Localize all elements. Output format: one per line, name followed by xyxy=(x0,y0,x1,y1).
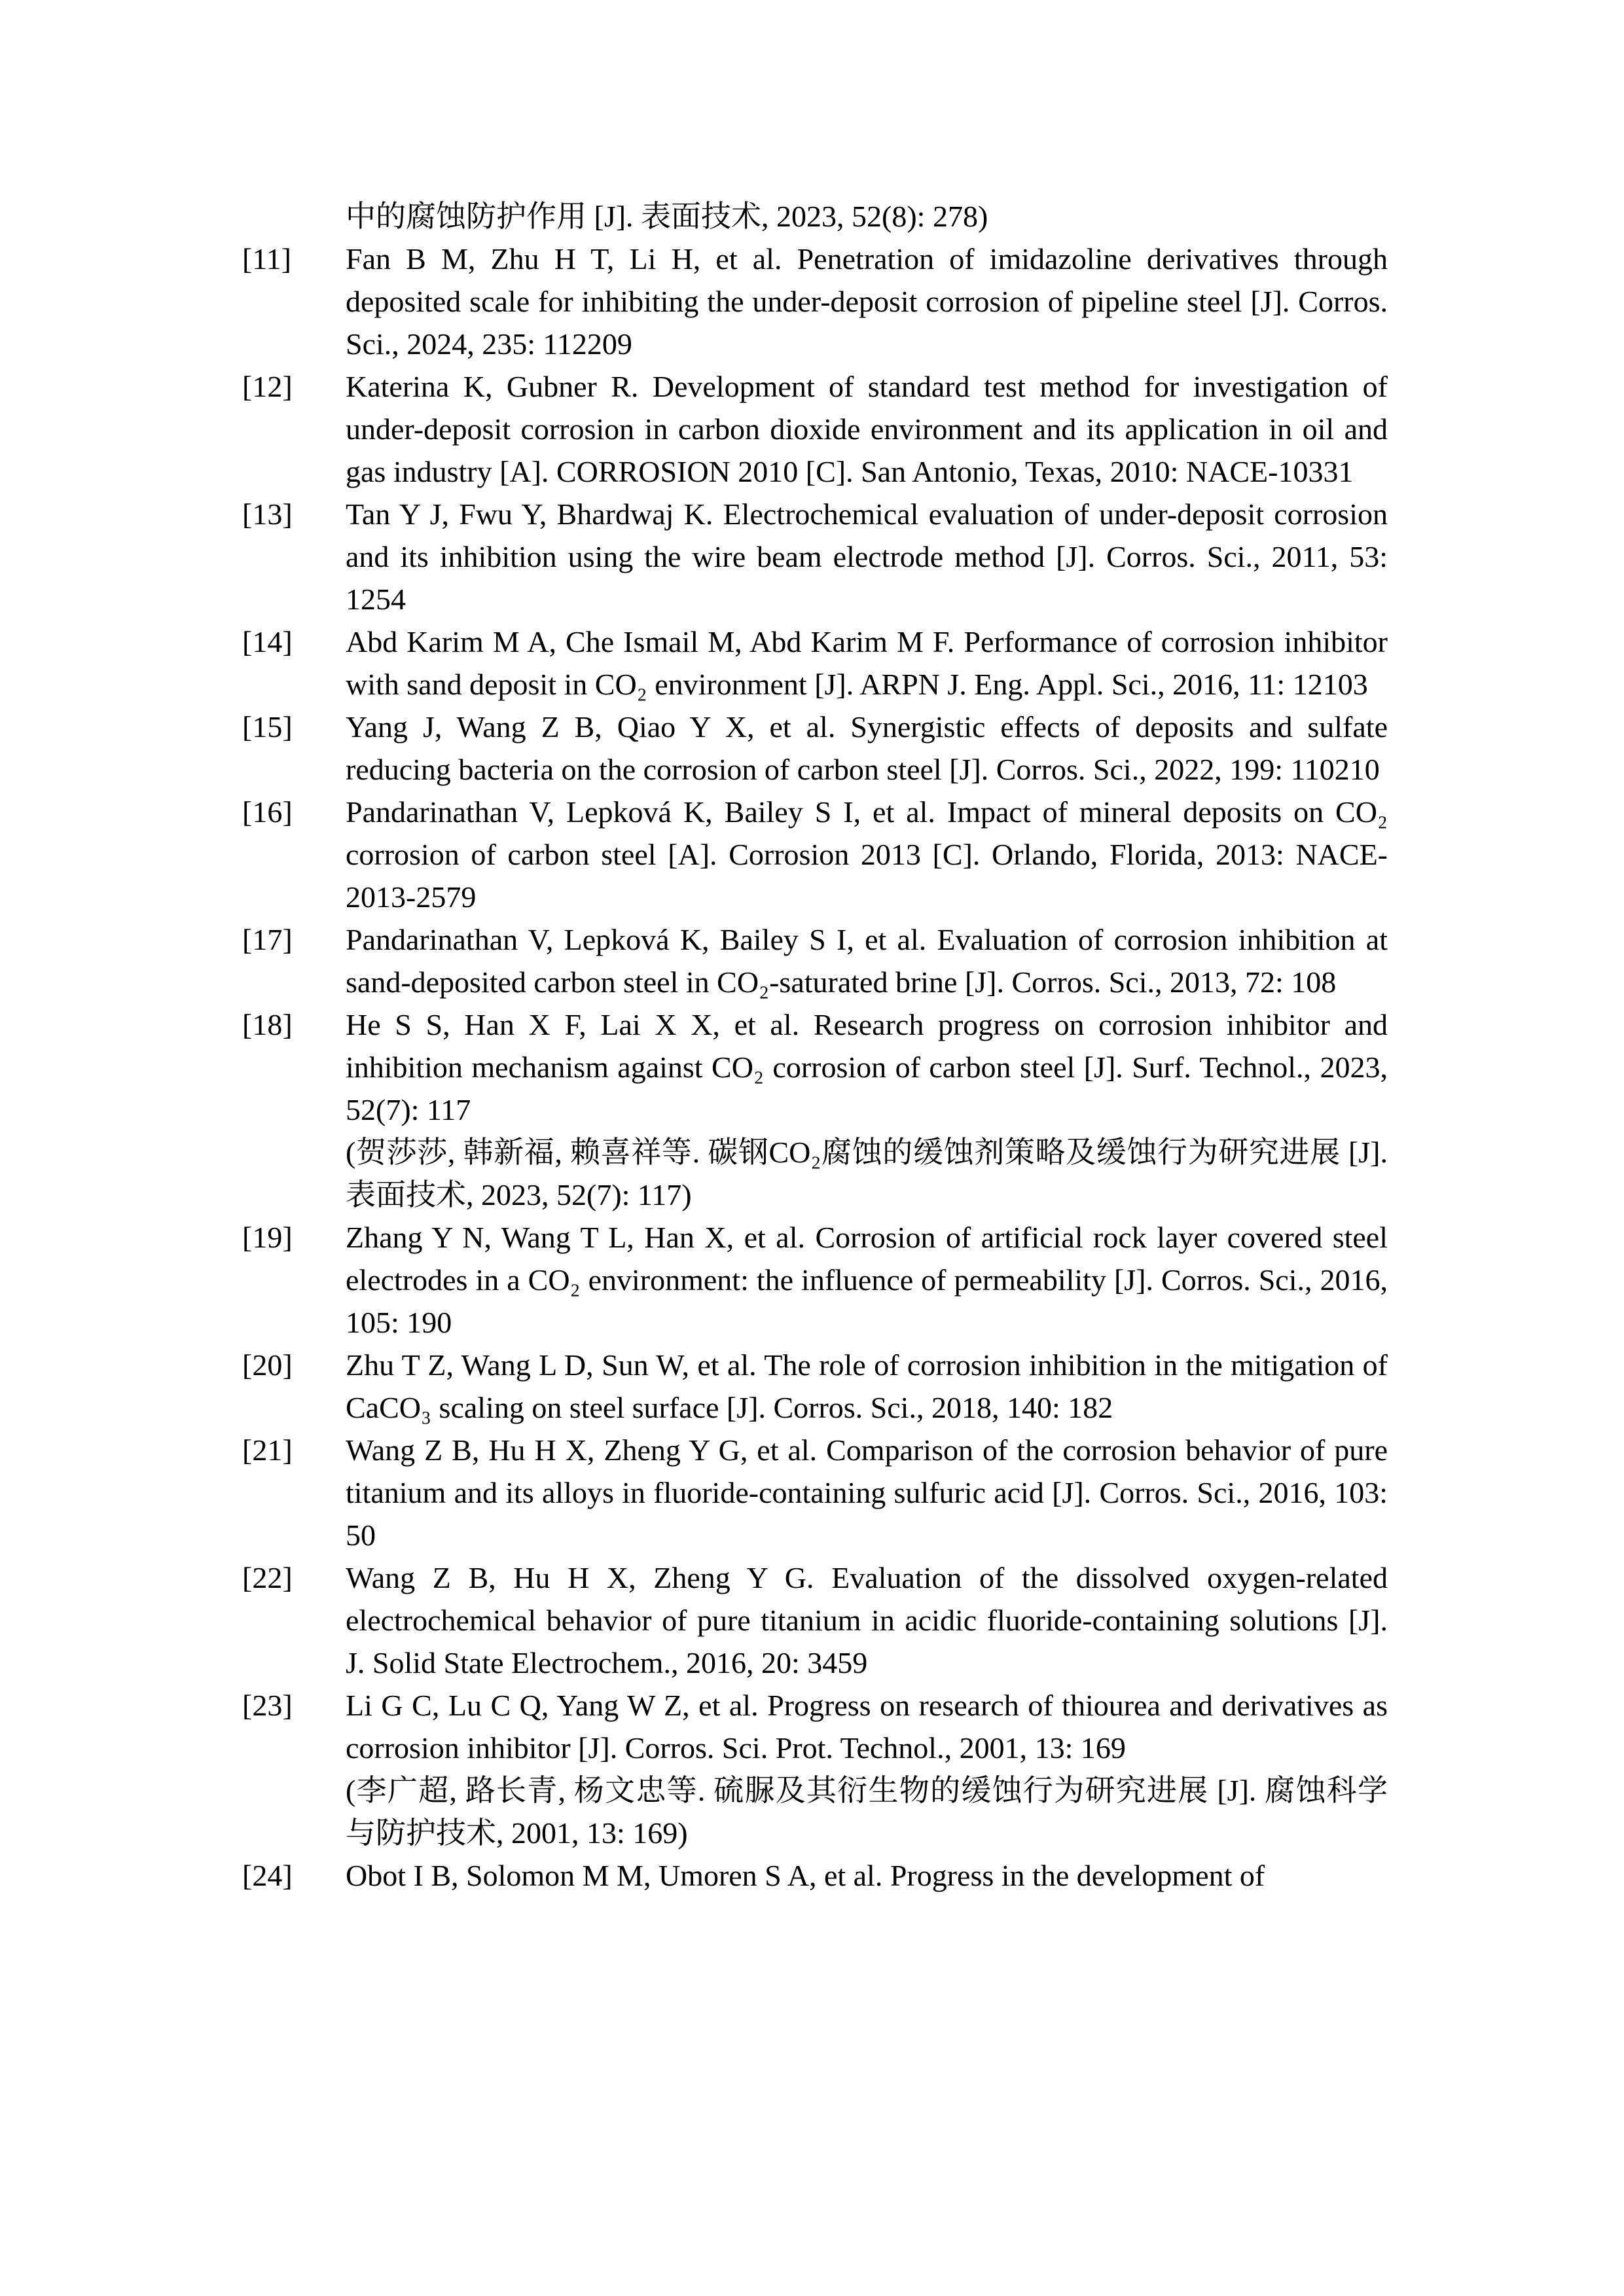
reference-entry xyxy=(242,1003,1388,1216)
reference-chinese-text: (李广超, 路长青, 杨文忠等. 硫脲及其衍生物的缓蚀行为研究进展 [J]. 腐蚀科学与防护技术, 2001, 13: 169) xyxy=(346,1774,1388,1850)
reference-text: Zhang Y N, Wang T L, Han X, et al. Corrosion of artificial rock layer covered steel electrodes in a CO₂ environment: the influence of permeability [J]. Corros. Sci., 2016, 105: 190 xyxy=(346,1221,1388,1339)
reference-entry xyxy=(242,1684,1388,1854)
reference-text: Abd Karim M A, Che Ismail M, Abd Karim M F. Performance of corrosion inhibitor with sand deposit in CO₂ environment [J]. ARPN J. Eng. Appl. Sci., 2016, 11: 12103 xyxy=(346,625,1388,701)
reference-entry xyxy=(242,1429,1388,1556)
reference-text: Wang Z B, Hu H X, Zheng Y G, et al. Comparison of the corrosion behavior of pure titanium and its alloys in fluoride-containing sulfuric acid [J]. Corros. Sci., 2016, 103: 50 xyxy=(346,1433,1388,1552)
reference-entry xyxy=(242,1344,1388,1429)
reference-number: [13] xyxy=(242,497,293,531)
reference-number: [15] xyxy=(242,710,293,744)
reference-number: [11] xyxy=(242,242,291,276)
reference-entry xyxy=(242,791,1388,918)
reference-text: 中的腐蚀防护作用 [J]. 表面技术, 2023, 52(8): 278) xyxy=(346,200,988,233)
reference-text: Zhu T Z, Wang L D, Sun W, et al. The role of corrosion inhibition in the mitigation of CaCO₃ scaling on steel surface [J]. Corros. Sci., 2018, 140: 182 xyxy=(346,1348,1388,1424)
reference-entry xyxy=(242,238,1388,365)
reference-text: Obot I B, Solomon M M, Umoren S A, et al. Progress in the development of xyxy=(346,1859,1265,1892)
reference-entry xyxy=(242,918,1388,1003)
reference-text: Pandarinathan V, Lepková K, Bailey S I, et al. Impact of mineral deposits on CO₂ corrosion of carbon steel [A]. Corrosion 2013 [C]. Orlando, Florida, 2013: NACE-2013-2579 xyxy=(346,795,1388,914)
reference-text: He S S, Han X F, Lai X X, et al. Research progress on corrosion inhibitor and inhibition mechanism against CO₂ corrosion of carbon steel [J]. Surf. Technol., 2023, 52(7): 117 xyxy=(346,1008,1388,1126)
reference-entry xyxy=(242,706,1388,791)
reference-number: [20] xyxy=(242,1348,293,1382)
reference-text: Tan Y J, Fwu Y, Bhardwaj K. Electrochemical evaluation of under-deposit corrosion and its inhibition using the wire beam electrode method [J]. Corros. Sci., 2011, 53: 1254 xyxy=(346,497,1388,616)
reference-number: [22] xyxy=(242,1561,293,1594)
reference-entry xyxy=(242,620,1388,706)
reference-text: Pandarinathan V, Lepková K, Bailey S I, et al. Evaluation of corrosion inhibition at sand-deposited carbon steel in CO₂-saturated brine [J]. Corros. Sci., 2013, 72: 108 xyxy=(346,923,1388,999)
reference-number: [16] xyxy=(242,795,293,829)
reference-number: [24] xyxy=(242,1859,293,1892)
reference-text: Katerina K, Gubner R. Development of standard test method for investigation of under-deposit corrosion in carbon dioxide environment and its application in oil and gas industry [A]. CORROSION 2010 [C]. San Antonio, Texas, 2010: NACE-10331 xyxy=(346,370,1388,488)
reference-entry xyxy=(242,365,1388,493)
reference-number: [23] xyxy=(242,1689,293,1722)
reference-entry xyxy=(242,1556,1388,1684)
reference-number: [12] xyxy=(242,370,293,403)
reference-list xyxy=(242,195,1388,1897)
reference-entry xyxy=(242,493,1388,620)
reference-number: [18] xyxy=(242,1008,293,1041)
reference-number: [21] xyxy=(242,1433,293,1467)
reference-entry xyxy=(242,1854,1388,1897)
reference-text: Li G C, Lu C Q, Yang W Z, et al. Progress on research of thiourea and derivatives as corrosion inhibitor [J]. Corros. Sci. Prot. Technol., 2001, 13: 169 xyxy=(346,1689,1388,1765)
reference-text: Wang Z B, Hu H X, Zheng Y G. Evaluation of the dissolved oxygen-related electrochemical behavior of pure titanium in acidic fluoride-containing solutions [J]. J. Solid State Electrochem., 2016, 20: 3459 xyxy=(346,1561,1388,1679)
reference-entry xyxy=(242,195,1388,238)
reference-number: [14] xyxy=(242,625,293,658)
reference-number: [17] xyxy=(242,923,293,956)
reference-chinese-text: (贺莎莎, 韩新福, 赖喜祥等. 碳钢CO₂腐蚀的缓蚀剂策略及缓蚀行为研究进展 [J]. 表面技术, 2023, 52(7): 117) xyxy=(346,1136,1388,1211)
reference-number: [19] xyxy=(242,1221,293,1254)
reference-text: Fan B M, Zhu H T, Li H, et al. Penetration of imidazoline derivatives through deposited scale for inhibiting the under-deposit corrosion of pipeline steel [J]. Corros. Sci., 2024, 235: 112209 xyxy=(346,242,1388,361)
reference-entry xyxy=(242,1216,1388,1344)
reference-text: Yang J, Wang Z B, Qiao Y X, et al. Synergistic effects of deposits and sulfate reducing bacteria on the corrosion of carbon steel [J]. Corros. Sci., 2022, 199: 110210 xyxy=(346,710,1388,786)
